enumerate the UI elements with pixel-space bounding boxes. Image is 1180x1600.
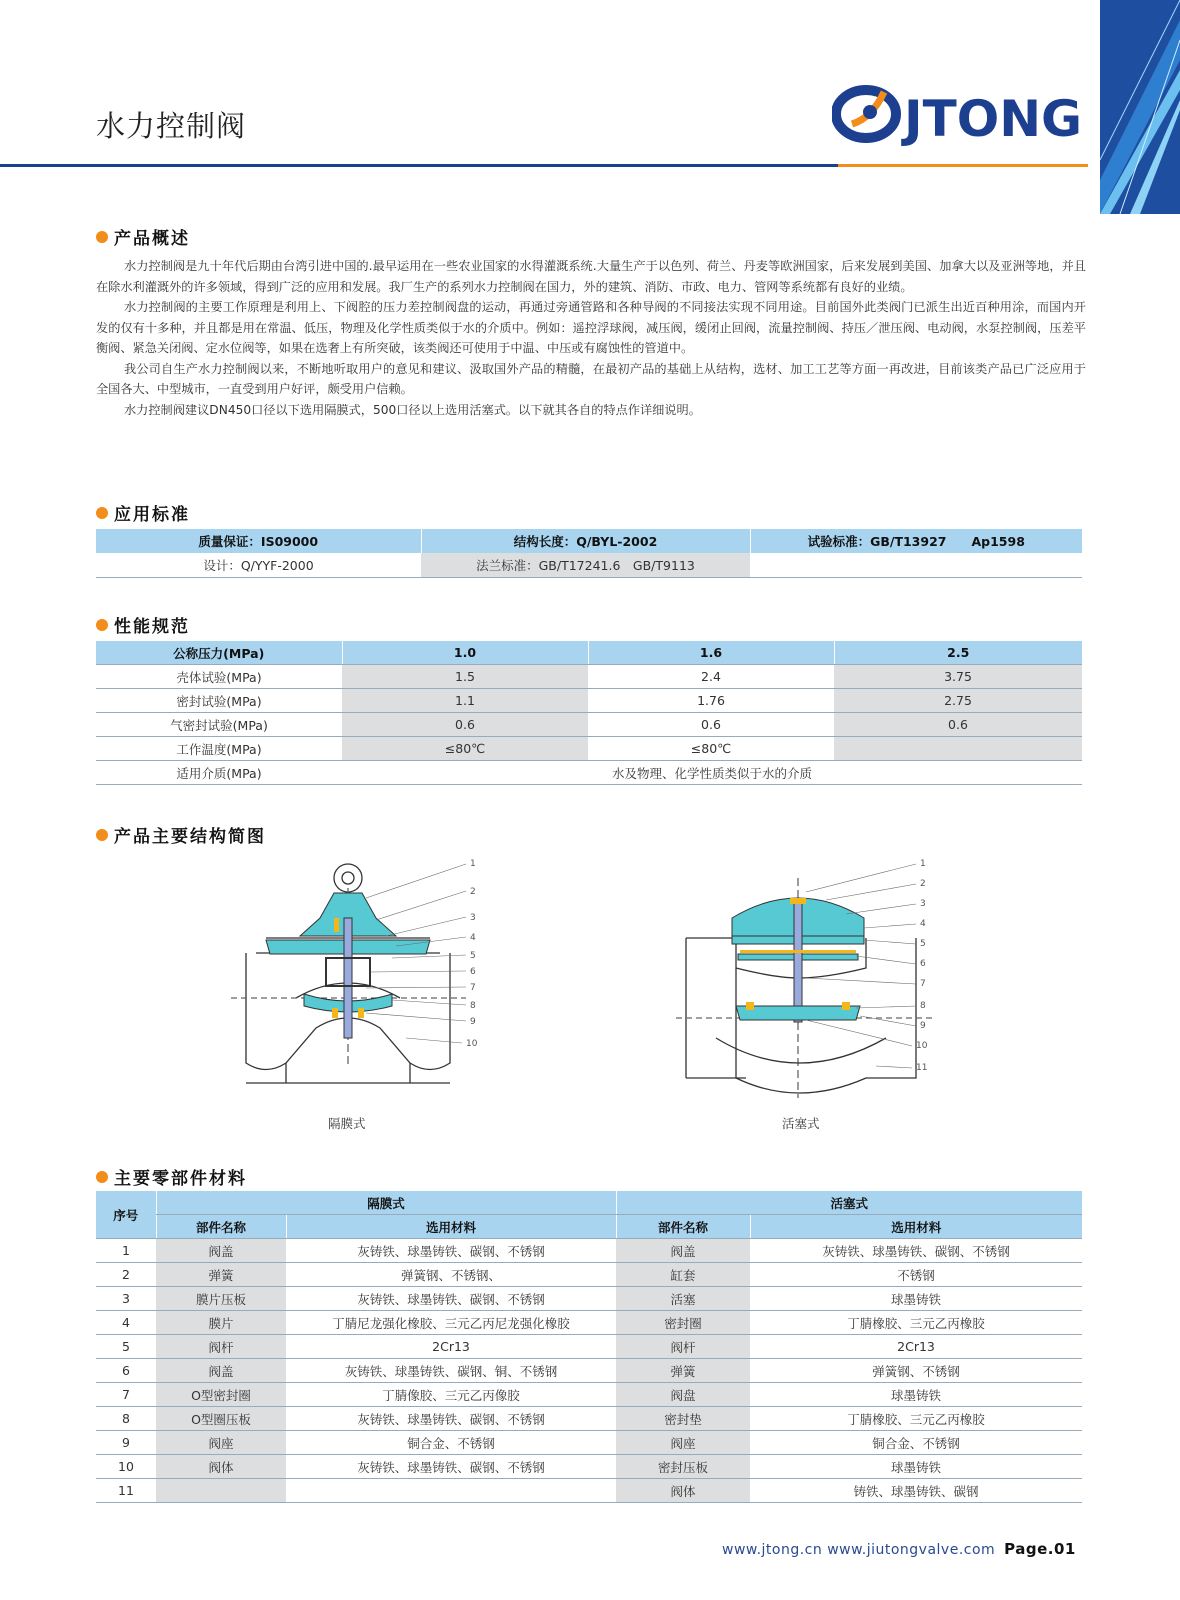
mat-cell: 铜合金、不锈钢: [286, 1431, 616, 1455]
header-blue-line: [0, 164, 838, 167]
section-standards-title: 应用标准: [114, 505, 190, 525]
perf-header-cell: 1.6: [588, 641, 834, 665]
standards-cell: 质量保证：IS09000: [96, 529, 421, 553]
perf-cell: 1.76: [588, 689, 834, 713]
overview-paragraph: 我公司自生产水力控制阀以来，不断地听取用户的意见和建议、汲取国外产品的精髓，在最初产品的基础上从结构，选材、加工工艺等方面一再改进，目前该类产品已广泛应用于全国各大、中型城市，一直受到用户好评，颇受用户信赖。: [96, 361, 1086, 396]
table-row: [96, 1311, 1082, 1335]
perf-cell: 气密封试验(MPa): [96, 713, 342, 737]
mat-cell: 阀盖: [156, 1239, 286, 1263]
mat-cell: 阀座: [616, 1431, 750, 1455]
perf-cell: [834, 737, 1082, 761]
perf-header-cell: 2.5: [834, 641, 1082, 665]
mat-cell: 弹簧钢、不锈钢、: [286, 1263, 616, 1287]
callout-number: 8: [470, 1001, 476, 1011]
footer-urls[interactable]: www.jtong.cn www.jiutongvalve.com: [722, 1542, 996, 1558]
bullet-icon: [96, 1171, 108, 1183]
performance-table: [96, 641, 1082, 785]
mat-cell: 阀体: [616, 1479, 750, 1503]
perf-cell: 工作温度(MPa): [96, 737, 342, 761]
mat-cell: 密封垫: [616, 1407, 750, 1431]
mat-cell: 灰铸铁、球墨铸铁、碳钢、不锈钢: [286, 1455, 616, 1479]
standards-cell: 法兰标准：GB/T17241.6 GB/T9113: [421, 553, 750, 578]
callout-number: 10: [916, 1041, 928, 1051]
callout-number: 4: [470, 933, 476, 943]
perf-cell: 密封试验(MPa): [96, 689, 342, 713]
mat-cell: 5: [96, 1335, 156, 1359]
section-performance: [96, 612, 190, 637]
bullet-icon: [96, 829, 108, 841]
mat-cell: 膜片压板: [156, 1287, 286, 1311]
mat-cell: 弹簧: [616, 1359, 750, 1383]
page-title: 水力控制阀: [96, 109, 247, 143]
callout-number: 8: [920, 1001, 926, 1011]
mat-header-material: 选用材料: [286, 1215, 616, 1239]
mat-header-part: 部件名称: [616, 1215, 750, 1239]
mat-cell: 1: [96, 1239, 156, 1263]
perf-cell: 壳体试验(MPa): [96, 665, 342, 689]
table-row: [96, 1191, 1082, 1215]
mat-cell: 8: [96, 1407, 156, 1431]
standards-table: [96, 529, 1082, 578]
mat-cell: 缸套: [616, 1263, 750, 1287]
mat-cell: O型圈压板: [156, 1407, 286, 1431]
mat-cell: 密封压板: [616, 1455, 750, 1479]
mat-cell: 7: [96, 1383, 156, 1407]
callout-number: 3: [920, 899, 926, 909]
table-row: [96, 1335, 1082, 1359]
table-row: [96, 665, 1082, 689]
perf-header-cell: 1.0: [342, 641, 588, 665]
callout-number: 7: [920, 979, 926, 989]
table-row: [96, 1359, 1082, 1383]
table-row: [96, 641, 1082, 665]
jtong-logo: [832, 78, 1088, 148]
perf-cell: 1.5: [342, 665, 588, 689]
mat-cell: 2Cr13: [286, 1335, 616, 1359]
bullet-icon: [96, 619, 108, 631]
mat-header-material: 选用材料: [750, 1215, 1082, 1239]
mat-cell: 3: [96, 1287, 156, 1311]
callout-number: 1: [470, 859, 476, 869]
mat-cell: 10: [96, 1455, 156, 1479]
mat-cell: 阀盖: [156, 1359, 286, 1383]
mat-cell: 铜合金、不锈钢: [750, 1431, 1082, 1455]
mat-cell: 不锈钢: [750, 1263, 1082, 1287]
diaphragm-caption: 隔膜式: [328, 1116, 366, 1131]
callout-number: 5: [470, 951, 476, 961]
mat-cell: 6: [96, 1359, 156, 1383]
mat-cell: 密封圈: [616, 1311, 750, 1335]
mat-cell: 灰铸铁、球墨铸铁、碳钢、不锈钢: [286, 1239, 616, 1263]
overview-paragraph: 水力控制阀的主要工作原理是利用上、下阀腔的压力差控制阀盘的运动，再通过旁通管路和各种导阀的不同接法实现不同用途。目前国外此类阀门已派生出近百种用涂，而国内开发的仅有十多种，并且都是用在常温、低压，物理及化学性质类似于水的介质中。例如：遥控浮球阀，减压阀，缓闭止回阀，流量控制阀、持压／泄压阀、电动阀，水泵控制阀，压差平衡阀、紧急关闭阀、定水位阀等，如果在选奢上有所突破，该类阀还可使用于中温、中压或有腐蚀性的管道中。: [96, 300, 1086, 355]
mat-cell: 活塞: [616, 1287, 750, 1311]
mat-cell: 弹簧钢、不锈钢: [750, 1359, 1082, 1383]
table-row: [96, 689, 1082, 713]
materials-body: [96, 1239, 1082, 1503]
mat-cell: 4: [96, 1311, 156, 1335]
perf-cell: 0.6: [588, 713, 834, 737]
perf-cell: 3.75: [834, 665, 1082, 689]
callout-number: 1: [920, 859, 926, 869]
mat-cell: 膜片: [156, 1311, 286, 1335]
footer: [722, 1540, 1076, 1558]
header-orange-line: [838, 164, 1088, 167]
mat-cell: 阀杆: [156, 1335, 286, 1359]
perf-cell: 2.75: [834, 689, 1082, 713]
mat-cell: O型密封圈: [156, 1383, 286, 1407]
table-row: [96, 1215, 1082, 1239]
callout-number: 5: [920, 939, 926, 949]
perf-cell: 适用介质(MPa): [96, 761, 342, 785]
mat-header-piston: 活塞式: [616, 1191, 1082, 1215]
mat-cell: 灰铸铁、球墨铸铁、碳钢、铜、不锈钢: [286, 1359, 616, 1383]
mat-cell: 灰铸铁、球墨铸铁、碳钢、不锈钢: [286, 1407, 616, 1431]
perf-cell: 1.1: [342, 689, 588, 713]
mat-cell: 丁腈橡胶、三元乙丙橡胶: [750, 1311, 1082, 1335]
callout-number: 10: [466, 1039, 478, 1049]
corner-stripes-decoration: [1100, 0, 1180, 214]
table-row: [96, 1383, 1082, 1407]
table-row: [96, 529, 1082, 553]
piston-valve-diagram: [676, 858, 956, 1106]
mat-cell: 阀盘: [616, 1383, 750, 1407]
mat-cell: [156, 1479, 286, 1503]
table-row: [96, 1407, 1082, 1431]
table-row: [96, 1455, 1082, 1479]
table-row: [96, 553, 1082, 578]
callout-number: 4: [920, 919, 926, 929]
mat-cell: 灰铸铁、球墨铸铁、碳钢、不锈钢: [286, 1287, 616, 1311]
bullet-icon: [96, 231, 108, 243]
table-row: [96, 1287, 1082, 1311]
diaphragm-valve-diagram: [226, 858, 496, 1106]
callout-number: 9: [470, 1017, 476, 1027]
mat-cell: 球墨铸铁: [750, 1287, 1082, 1311]
table-row: [96, 1431, 1082, 1455]
overview-text: [96, 256, 1086, 420]
mat-cell: 阀体: [156, 1455, 286, 1479]
perf-cell: 0.6: [342, 713, 588, 737]
callout-number: 9: [920, 1021, 926, 1031]
callout-number: 6: [470, 967, 476, 977]
mat-cell: 弹簧: [156, 1263, 286, 1287]
table-row: [96, 761, 1082, 785]
standards-cell: [750, 553, 1082, 578]
perf-cell: ≤80℃: [342, 737, 588, 761]
section-materials: [96, 1164, 247, 1189]
table-row: [96, 737, 1082, 761]
mat-cell: [286, 1479, 616, 1503]
section-materials-title: 主要零部件材料: [114, 1169, 247, 1189]
section-structure: [96, 822, 266, 847]
mat-header-part: 部件名称: [156, 1215, 286, 1239]
callout-number: 2: [920, 879, 926, 889]
mat-cell: 阀座: [156, 1431, 286, 1455]
logo-mark-icon: [836, 90, 896, 138]
table-row: [96, 1239, 1082, 1263]
mat-cell: 铸铁、球墨铸铁、碳钢: [750, 1479, 1082, 1503]
mat-cell: 丁腈像胶、三元乙丙像胶: [286, 1383, 616, 1407]
perf-cell: ≤80℃: [588, 737, 834, 761]
standards-cell: 结构长度：Q/BYL-2002: [421, 529, 750, 553]
perf-cell: 水及物理、化学性质类似于水的介质: [342, 761, 1082, 785]
table-row: [96, 713, 1082, 737]
callout-number: 6: [920, 959, 926, 969]
mat-cell: 阀杆: [616, 1335, 750, 1359]
perf-cell: 2.4: [588, 665, 834, 689]
standards-cell: 试验标准：GB/T13927 Ap1598: [750, 529, 1082, 553]
piston-caption: 活塞式: [782, 1116, 820, 1131]
mat-cell: 丁腈尼龙强化橡胶、三元乙丙尼龙强化橡胶: [286, 1311, 616, 1335]
bullet-icon: [96, 507, 108, 519]
materials-table: [96, 1191, 1082, 1503]
callout-number: 11: [916, 1063, 928, 1073]
mat-cell: 灰铸铁、球墨铸铁、碳钢、不锈钢: [750, 1239, 1082, 1263]
mat-header-diaphragm: 隔膜式: [156, 1191, 616, 1215]
section-overview: [96, 224, 190, 249]
overview-paragraph: 水力控制阀建议DN450口径以下选用隔膜式，500口径以上选用活塞式。以下就其各自的特点作详细说明。: [124, 402, 701, 417]
mat-cell: 11: [96, 1479, 156, 1503]
callout-number: 3: [470, 913, 476, 923]
mat-cell: 球墨铸铁: [750, 1455, 1082, 1479]
section-structure-title: 产品主要结构简图: [114, 827, 266, 847]
section-performance-title: 性能规范: [114, 617, 190, 637]
table-row: [96, 1479, 1082, 1503]
section-overview-title: 产品概述: [114, 229, 190, 249]
callout-number: 2: [470, 887, 476, 897]
overview-paragraph: 水力控制阀是九十年代后期由台湾引进中国的.最早运用在一些农业国家的水得灌溉系统.大量生产于以色列、荷兰、丹麦等欧洲国家，后来发展到美国、加拿大以及亚洲等地，并且在除水利灌溉外的许多领域，得到广泛的应用和发展。我厂生产的系列水力控制阀在国力，外的建筑、消防、市政、电力、管网等系统都有良好的业绩。: [96, 259, 1086, 294]
mat-cell: 丁腈橡胶、三元乙丙橡胶: [750, 1407, 1082, 1431]
standards-cell: 设计：Q/YYF-2000: [96, 553, 421, 578]
mat-header-seq: 序号: [96, 1191, 156, 1239]
perf-cell: 0.6: [834, 713, 1082, 737]
section-standards: [96, 500, 190, 525]
mat-cell: 2: [96, 1263, 156, 1287]
mat-cell: 2Cr13: [750, 1335, 1082, 1359]
mat-cell: 阀盖: [616, 1239, 750, 1263]
callout-number: 7: [470, 983, 476, 993]
mat-cell: 9: [96, 1431, 156, 1455]
perf-header-cell: 公称压力(MPa): [96, 641, 342, 665]
mat-cell: 球墨铸铁: [750, 1383, 1082, 1407]
table-row: [96, 1263, 1082, 1287]
page-number: Page.01: [1004, 1540, 1076, 1558]
logo-text: JTONG: [904, 90, 1083, 148]
